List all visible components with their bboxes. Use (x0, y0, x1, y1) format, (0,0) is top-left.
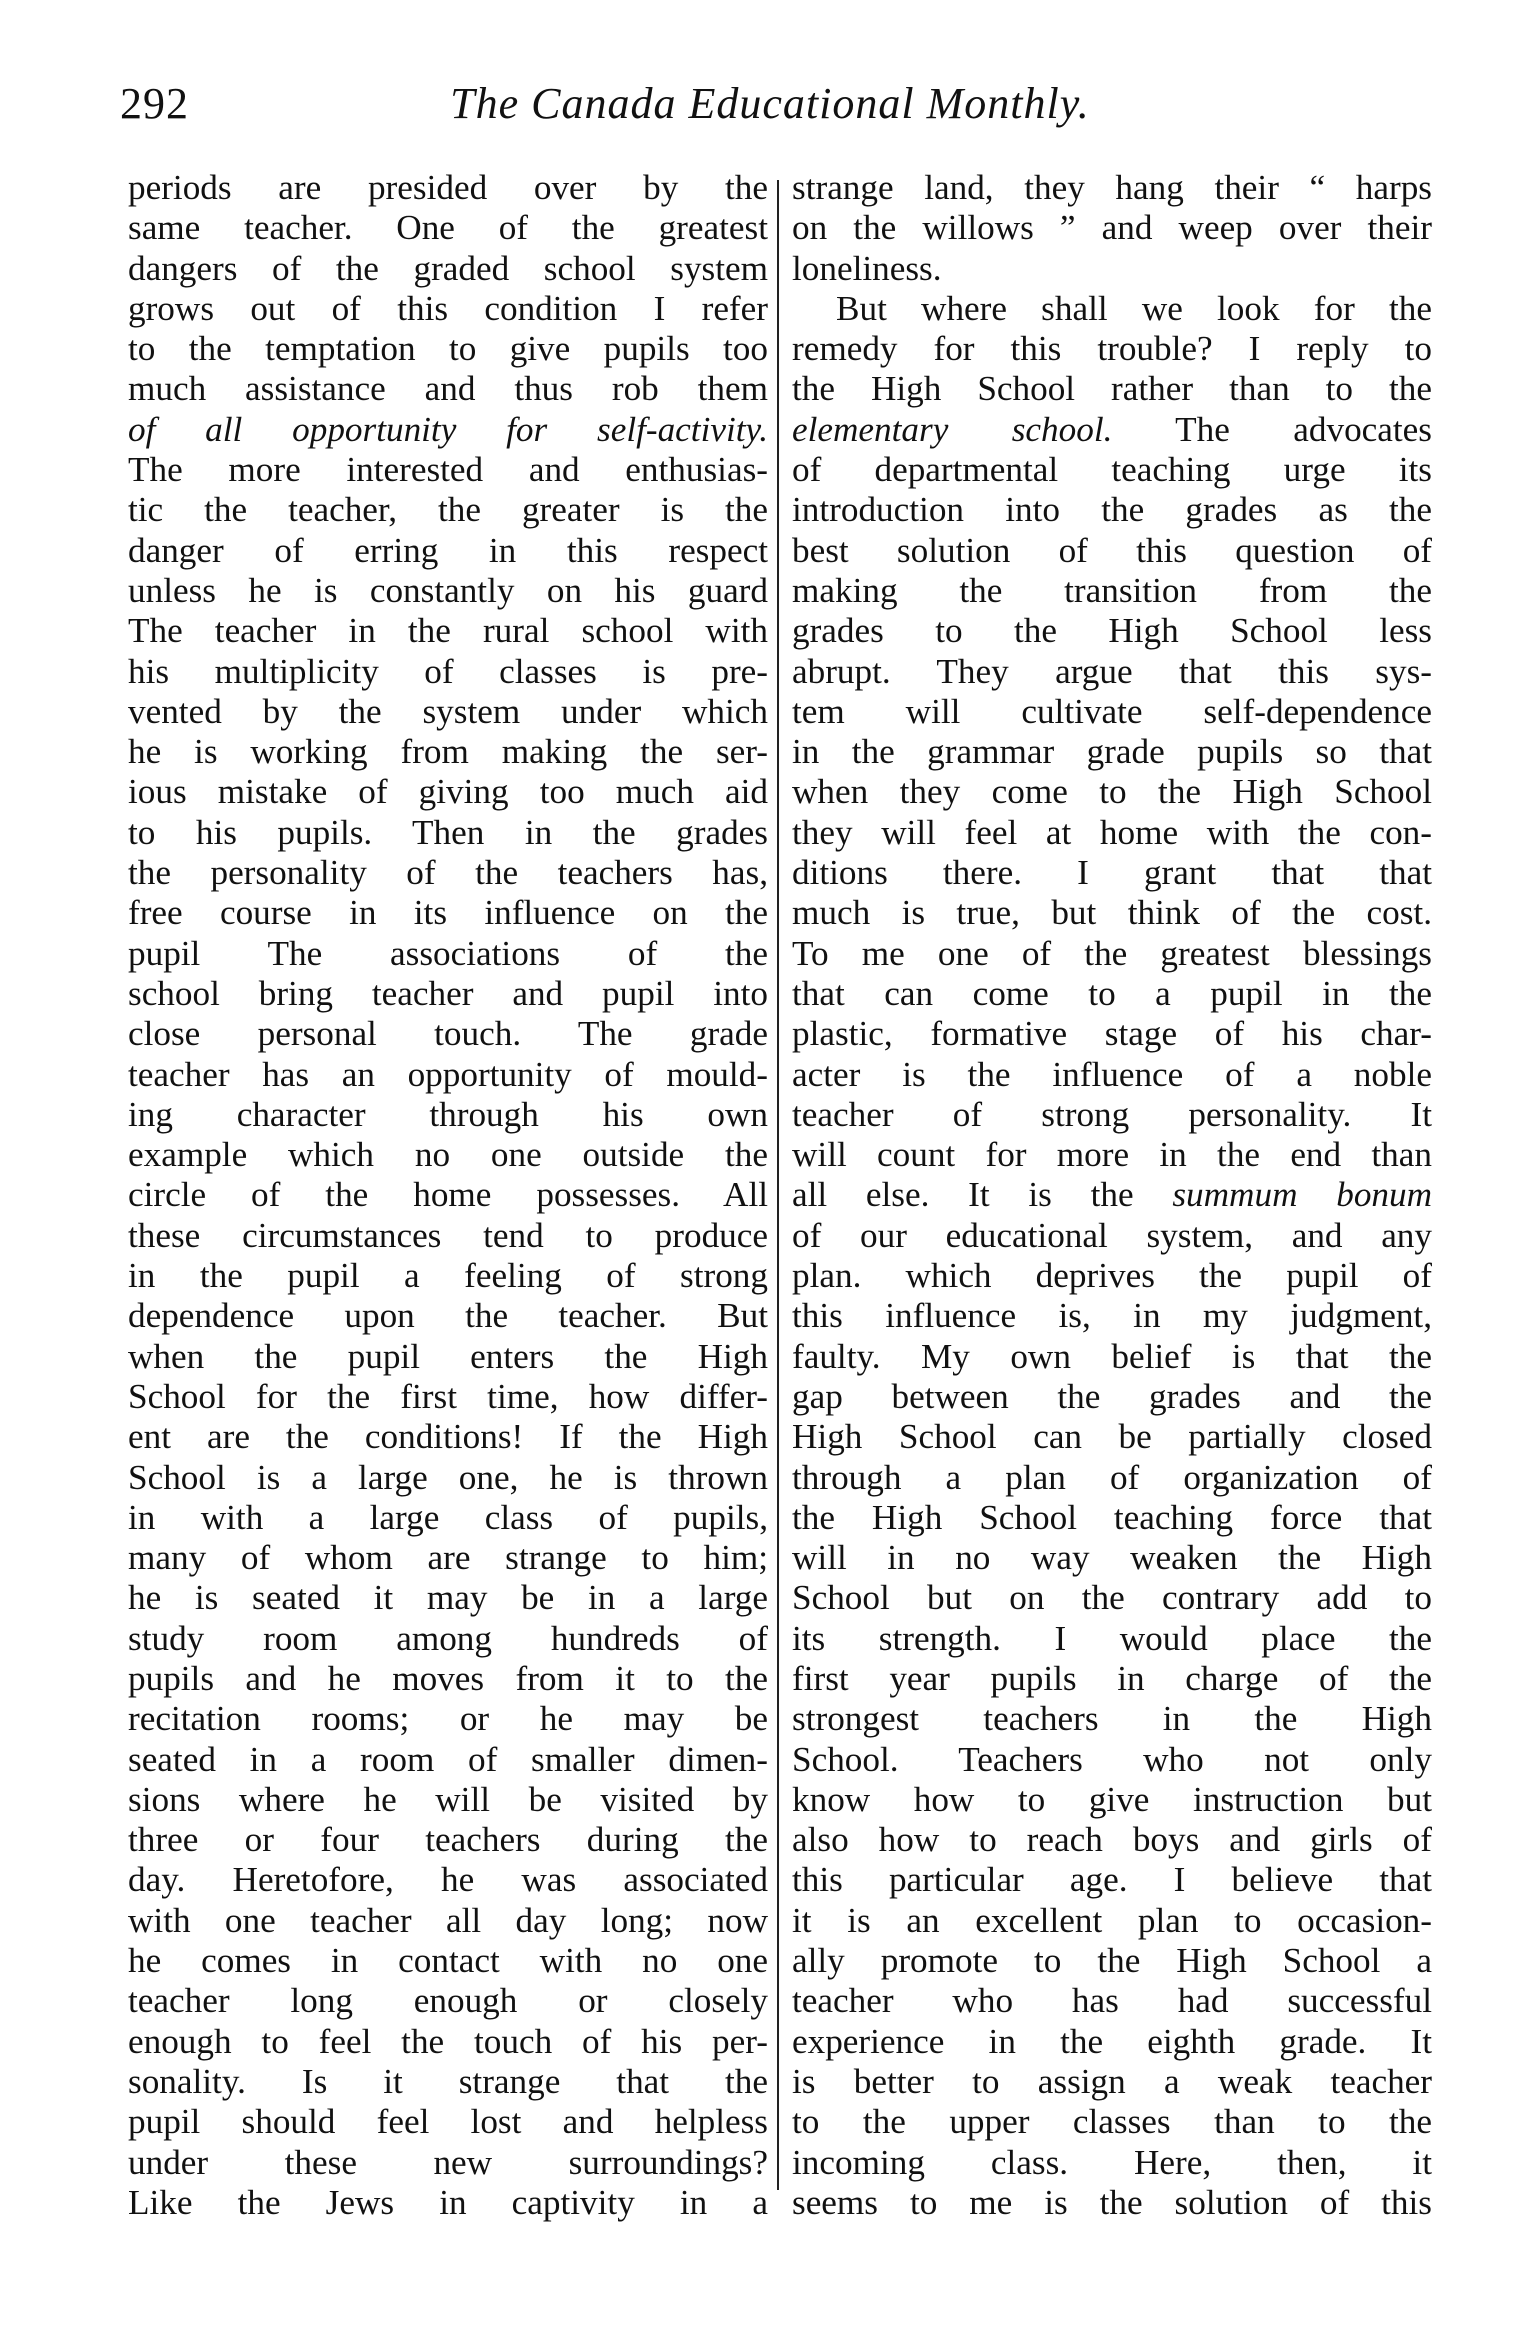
text-line: dependence upon the teacher. But (128, 1296, 768, 1336)
text-line: three or four teachers during the (128, 1820, 768, 1860)
text-line: that can come to a pupil in the (792, 973, 1432, 1013)
text-line: the personality of the teachers has, (128, 853, 768, 893)
text-line: danger of erring in this respect (128, 530, 768, 570)
text-line: is better to assign a weak teacher (792, 2061, 1432, 2101)
text-line: much is true, but think of the cost. (792, 893, 1432, 933)
text-line: to the upper classes than to the (792, 2102, 1432, 2142)
text-line: on the willows ” and weep over their (792, 208, 1432, 248)
text-line: ent are the conditions! If the High (128, 1417, 768, 1457)
text-line: acter is the influence of a noble (792, 1054, 1432, 1094)
text-line: School is a large one, he is thrown (128, 1457, 768, 1497)
text-line: gap between the grades and the (792, 1376, 1432, 1416)
text-line: teacher long enough or closely (128, 1981, 768, 2021)
text-line: pupils and he moves from it to the (128, 1658, 768, 1698)
text-line: experience in the eighth grade. It (792, 2021, 1432, 2061)
text-line: these circumstances tend to produce (128, 1215, 768, 1255)
text-line: of all opportunity for self-activity. (128, 409, 768, 449)
text-line: making the transition from the (792, 570, 1432, 610)
text-line: he comes in contact with no one (128, 1941, 768, 1981)
text-line: the High School rather than to the (792, 369, 1432, 409)
text-line: study room among hundreds of (128, 1618, 768, 1658)
text-line: in with a large class of pupils, (128, 1497, 768, 1537)
text-line: its strength. I would place the (792, 1618, 1432, 1658)
text-line: pupil The associations of the (128, 933, 768, 973)
text-line: sions where he will be visited by (128, 1779, 768, 1819)
text-line: The teacher in the rural school with (128, 611, 768, 651)
text-line: introduction into the grades as the (792, 490, 1432, 530)
text-line: unless he is constantly on his guard (128, 570, 768, 610)
text-line: sonality. Is it strange that the (128, 2061, 768, 2101)
text-line: to his pupils. Then in the grades (128, 812, 768, 852)
text-line: the High School teaching force that (792, 1497, 1432, 1537)
text-line: strongest teachers in the High (792, 1699, 1432, 1739)
text-line: pupil should feel lost and helpless (128, 2102, 768, 2142)
text-line: grows out of this condition I refer (128, 288, 768, 328)
text-line: many of whom are strange to him; (128, 1538, 768, 1578)
text-line: they will feel at home with the con- (792, 812, 1432, 852)
text-line: ally promote to the High School a (792, 1941, 1432, 1981)
text-line: circle of the home possesses. All (128, 1175, 768, 1215)
text-line: much assistance and thus rob them (128, 369, 768, 409)
text-line: first year pupils in charge of the (792, 1658, 1432, 1698)
text-line: he is seated it may be in a large (128, 1578, 768, 1618)
text-line: enough to feel the touch of his per- (128, 2021, 768, 2061)
text-line: Like the Jews in captivity in a (128, 2182, 768, 2222)
text-line: To me one of the greatest blessings (792, 933, 1432, 973)
text-line: his multiplicity of classes is pre- (128, 651, 768, 691)
text-line: plastic, formative stage of his char- (792, 1014, 1432, 1054)
text-line: under these new surroundings? (128, 2142, 768, 2182)
text-line: ditions there. I grant that that (792, 853, 1432, 893)
text-line: School for the first time, how differ- (128, 1376, 768, 1416)
text-line: this particular age. I believe that (792, 1860, 1432, 1900)
text-line: High School can be partially closed (792, 1417, 1432, 1457)
text-line: vented by the system under which (128, 691, 768, 731)
text-line: through a plan of organization of (792, 1457, 1432, 1497)
text-line: ious mistake of giving too much aid (128, 772, 768, 812)
text-line: when they come to the High School (792, 772, 1432, 812)
text-line: periods are presided over by the (128, 168, 768, 207)
text-line: same teacher. One of the greatest (128, 208, 768, 248)
text-line: strange land, they hang their “ harps (792, 168, 1432, 207)
text-line: this influence is, in my judgment, (792, 1296, 1432, 1336)
text-line: seated in a room of smaller dimen- (128, 1739, 768, 1779)
text-line: all else. It is the summum bonum (792, 1175, 1433, 1215)
text-line: free course in its influence on the (128, 893, 768, 933)
text-line: plan. which deprives the pupil of (792, 1256, 1432, 1296)
text-line: know how to give instruction but (792, 1779, 1432, 1819)
journal-title: The Canada Educational Monthly. (450, 79, 1090, 128)
text-line: dangers of the graded school system (128, 248, 768, 288)
text-line: it is an excellent plan to occasion- (792, 1900, 1432, 1940)
text-line: loneliness. (792, 248, 942, 288)
text-line: to the temptation to give pupils too (128, 329, 768, 369)
text-line: The more interested and enthusias- (128, 450, 768, 490)
text-line: abrupt. They argue that this sys- (792, 651, 1432, 691)
text-line: School. Teachers who not only (792, 1739, 1432, 1779)
page-header (120, 78, 1420, 138)
text-line: when the pupil enters the High (128, 1336, 768, 1376)
text-line: of our educational system, and any (792, 1215, 1432, 1255)
text-line: with one teacher all day long; now (128, 1900, 768, 1940)
text-line: remedy for this trouble? I reply to (792, 329, 1432, 369)
text-line: in the grammar grade pupils so that (792, 732, 1432, 772)
text-line: teacher of strong personality. It (792, 1094, 1432, 1134)
text-line: teacher has an opportunity of mould- (128, 1054, 768, 1094)
text-line: incoming class. Here, then, it (792, 2142, 1432, 2182)
text-line: ing character through his own (128, 1094, 768, 1134)
right-column (792, 168, 1433, 2222)
text-line: also how to reach boys and girls of (792, 1820, 1432, 1860)
text-line: teacher who has had successful (792, 1981, 1432, 2021)
text-line: seems to me is the solution of this (792, 2182, 1432, 2222)
text-line: But where shall we look for the (836, 288, 1432, 328)
text-line: tem will cultivate self-dependence (792, 691, 1432, 731)
text-line: day. Heretofore, he was associated (128, 1860, 768, 1900)
text-line: grades to the High School less (792, 611, 1432, 651)
text-line: School but on the contrary add to (792, 1578, 1432, 1618)
text-line: faulty. My own belief is that the (792, 1336, 1432, 1376)
left-column (128, 168, 768, 2222)
text-line: of departmental teaching urge its (792, 450, 1432, 490)
page-number: 292 (120, 79, 189, 128)
text-line: example which no one outside the (128, 1135, 768, 1175)
text-line: will in no way weaken the High (792, 1538, 1432, 1578)
text-line: in the pupil a feeling of strong (128, 1256, 768, 1296)
text-line: best solution of this question of (792, 530, 1432, 570)
text-line: school bring teacher and pupil into (128, 973, 768, 1013)
column-divider (777, 180, 779, 2190)
text-line: elementary school. The advocates (792, 409, 1432, 449)
text-line: recitation rooms; or he may be (128, 1699, 768, 1739)
text-line: tic the teacher, the greater is the (128, 490, 768, 530)
text-line: close personal touch. The grade (128, 1014, 768, 1054)
text-line: will count for more in the end than (792, 1135, 1432, 1175)
text-line: he is working from making the ser- (128, 732, 768, 772)
